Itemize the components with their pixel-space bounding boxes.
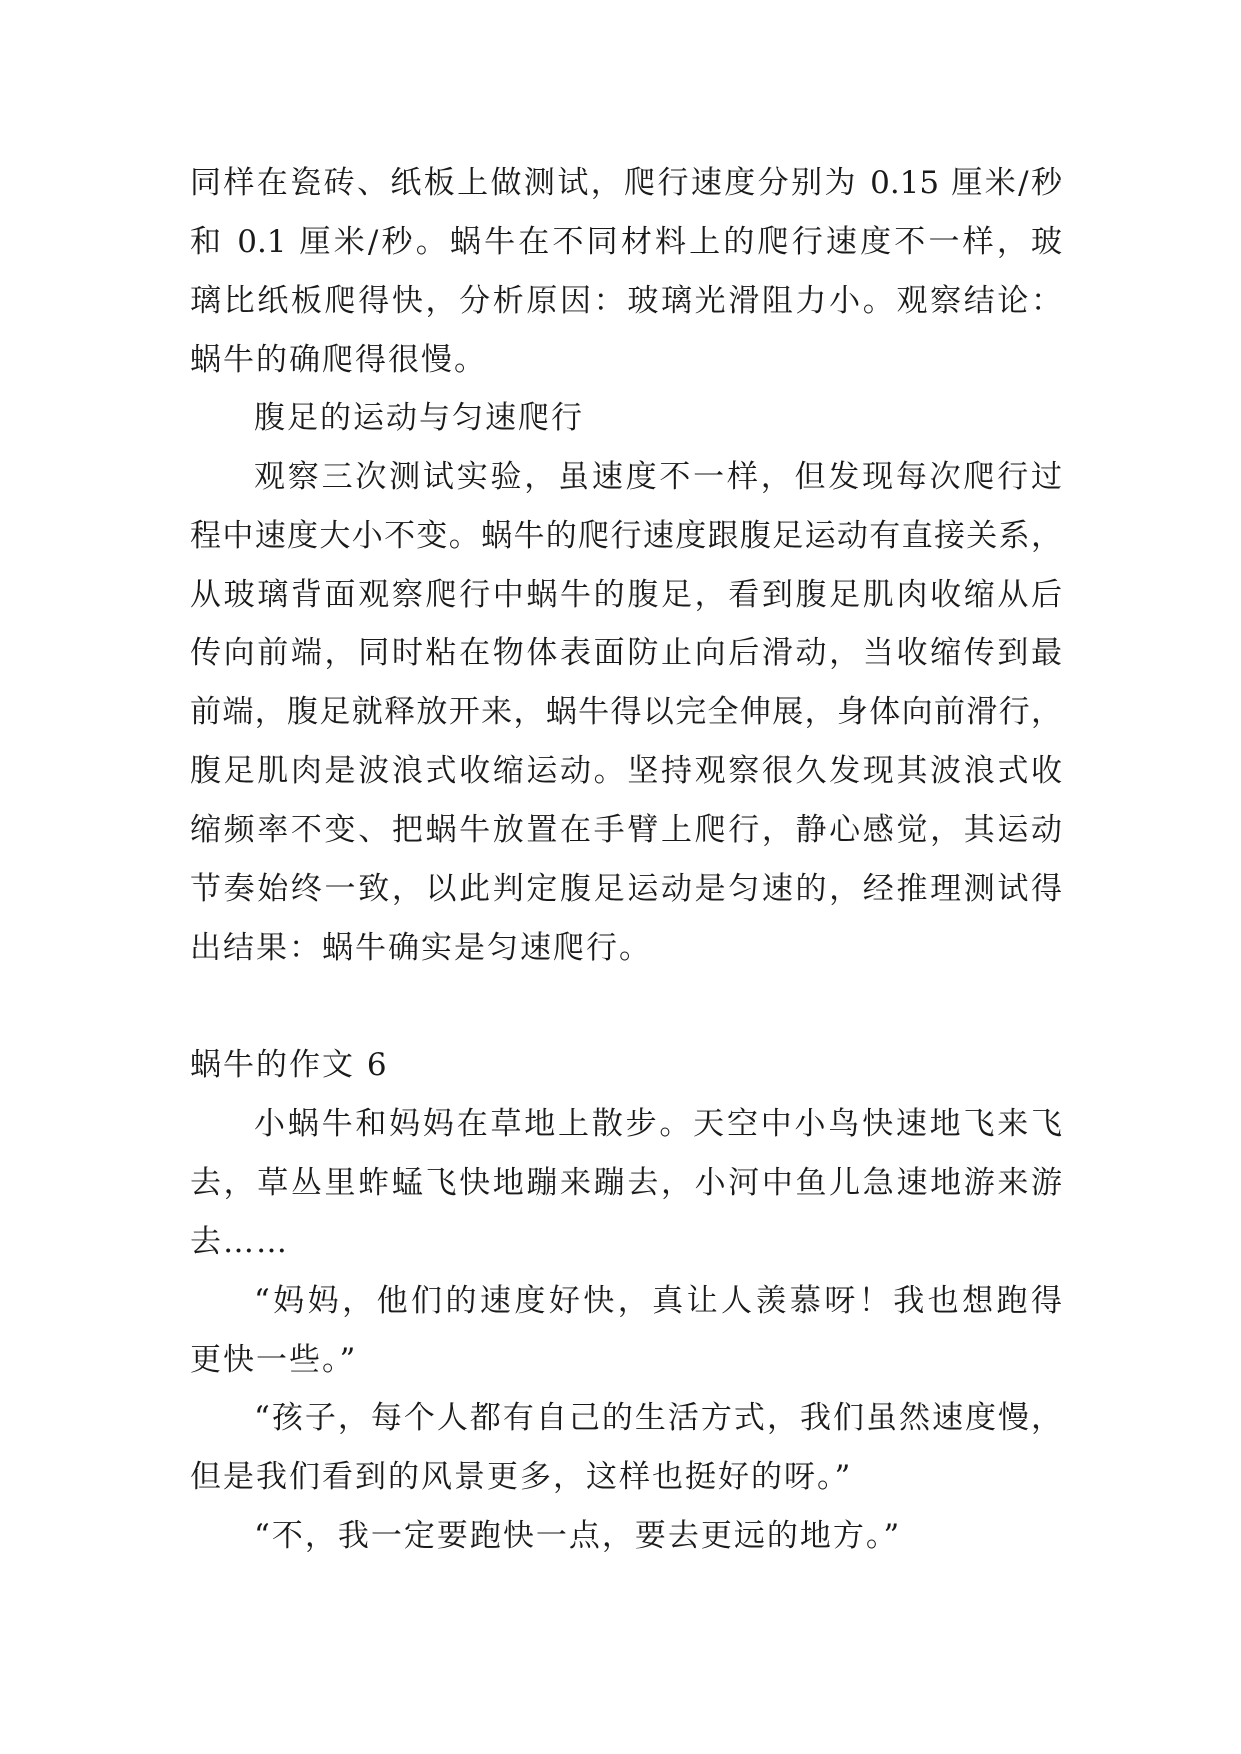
text-line: 和 0.1 厘米/秒。蜗牛在不同材料上的爬行速度不一样，玻: [190, 224, 1062, 260]
dialogue-line: 但是我们看到的风景更多，这样也挺好的呀。”: [190, 1459, 853, 1495]
text-line: 缩频率不变、把蜗牛放置在手臂上爬行，静心感觉，其运动: [190, 812, 1062, 848]
text-line: 传向前端，同时粘在物体表面防止向后滑动，当收缩传到最: [190, 635, 1062, 671]
text-line: 前端，腹足就释放开来，蜗牛得以完全伸展，身体向前滑行，: [190, 694, 1062, 730]
text-line: 去……: [190, 1224, 289, 1260]
dialogue-line: 更快一些。”: [190, 1342, 358, 1378]
text-line: 璃比纸板爬得快，分析原因：玻璃光滑阻力小。观察结论：: [190, 283, 1062, 319]
text-line: 去，草丛里蚱蜢飞快地蹦来蹦去，小河中鱼儿急速地游来游: [190, 1165, 1062, 1201]
text-line: 节奏始终一致，以此判定腹足运动是匀速的，经推理测试得: [190, 871, 1062, 907]
text-line: 观察三次测试实验，虽速度不一样，但发现每次爬行过: [254, 459, 1062, 495]
text-line: 程中速度大小不变。蜗牛的爬行速度跟腹足运动有直接关系，: [190, 518, 1062, 554]
text-line: 腹足肌肉是波浪式收缩运动。坚持观察很久发现其波浪式收: [190, 753, 1062, 789]
dialogue-line: “不，我一定要跑快一点，要去更远的地方。”: [254, 1518, 902, 1554]
text-line: 同样在瓷砖、纸板上做测试，爬行速度分别为 0.15 厘米/秒: [190, 165, 1062, 201]
text-line: 蜗牛的确爬得很慢。: [190, 342, 487, 378]
text-line: 从玻璃背面观察爬行中蜗牛的腹足，看到腹足肌肉收缩从后: [190, 577, 1062, 613]
text-line: 出结果：蜗牛确实是匀速爬行。: [190, 930, 652, 966]
section-heading: 腹足的运动与匀速爬行: [254, 400, 584, 436]
dialogue-line: “孩子，每个人都有自己的生活方式，我们虽然速度慢，: [254, 1400, 1062, 1436]
essay-title: 蜗牛的作文 6: [190, 1047, 389, 1083]
dialogue-line: “妈妈，他们的速度好快，真让人羡慕呀！我也想跑得: [254, 1283, 1062, 1319]
text-line: 小蜗牛和妈妈在草地上散步。天空中小鸟快速地飞来飞: [254, 1106, 1062, 1142]
